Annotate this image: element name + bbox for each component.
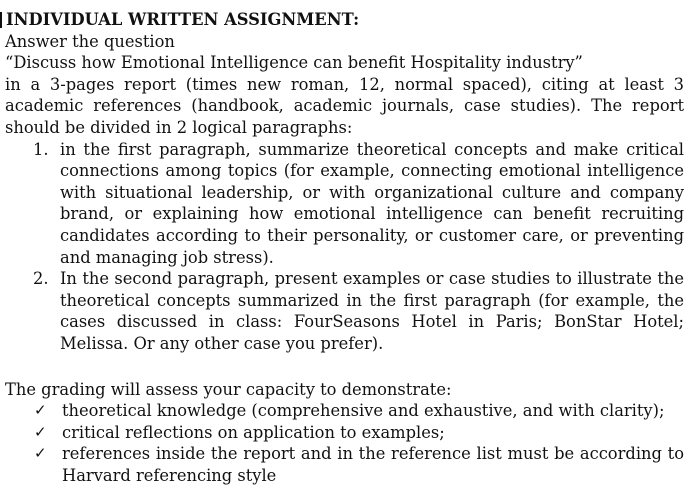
section-spacer [0, 355, 700, 379]
grading-intro: The grading will assess your capacity to demonstrate: [5, 379, 452, 399]
task-list [0, 139, 700, 355]
task-text: in the first paragraph, summarize theoretical concepts and make critical connections among topics (for example, connecting emotional intelligence with situational leadership, or with organizational culture and company brand, or explaining how emotional intelligence can benefit recruiting candidates according to their personality, or customer care, or preventing and managing job stress). [60, 139, 684, 267]
task-item-1 [33, 139, 684, 269]
criterion-text: theoretical knowledge (comprehensive and exhaustive, and with clarity); [62, 401, 665, 421]
criterion-item [34, 443, 684, 486]
task-number: 2. [33, 269, 49, 289]
task-number: 1. [33, 139, 49, 159]
assignment-document [0, 9, 700, 486]
task-item-2 [33, 268, 684, 354]
check-icon: ✓ [34, 422, 47, 441]
criterion-text: critical reflections on application to examples; [62, 422, 445, 442]
assignment-instructions: in a 3-pages report (times new roman, 12, normal spaced), citing at least 3 academic references (handbook, academic journals, case studies). The report should be divided in 2 logical paragraphs: [5, 74, 684, 137]
check-icon: ✓ [34, 401, 47, 420]
criterion-text: references inside the report and in the reference list must be according to Harvard referencing style [62, 444, 684, 485]
check-icon: ✓ [34, 444, 47, 463]
intro-line: Answer the question [5, 31, 175, 51]
grading-criteria-list [0, 400, 700, 486]
assignment-heading: INDIVIDUAL WRITTEN ASSIGNMENT: [5, 9, 700, 31]
assignment-question: “Discuss how Emotional Intelligence can benefit Hospitality industry” [5, 53, 583, 73]
task-text: In the second paragraph, present examples or case studies to illustrate the theoretical concepts summarized in the first paragraph (for example, the cases discussed in class: FourSeasons Hotel in Paris; BonStar Hotel; Melissa. Or any other case you prefer). [60, 269, 684, 353]
criterion-item [34, 400, 684, 422]
criterion-item [34, 422, 684, 444]
